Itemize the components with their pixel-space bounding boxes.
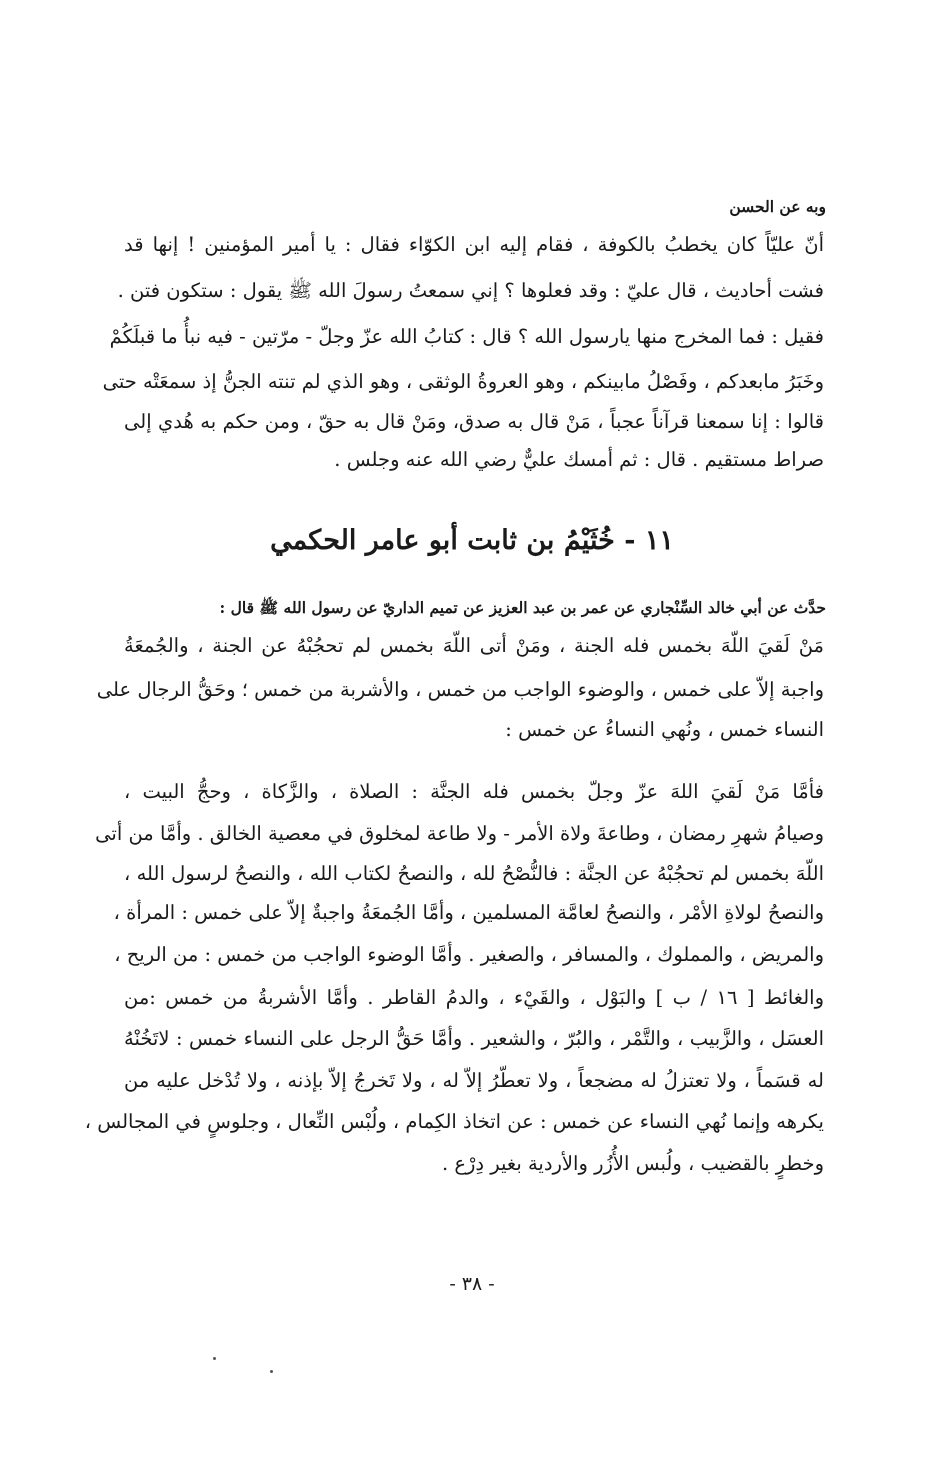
paragraph-line: والمريض ، والمملوك ، والمسافر ، والصغير . وأمَّا الوضوء الواجب من خمس : من الريح ، — [114, 943, 824, 966]
paragraph-line: فشت أحاديث ، قال عليّ : وقد فعلوها ؟ إني سمعتُ رسولَ الله ﷺ يقول : ستكون فتن . — [117, 279, 824, 302]
scan-speck — [270, 1370, 273, 1373]
paragraph-line: والغائط [ ١٦ / ب ] والبَوْل ، والقَيْء ، والدمُ القاطر . وأمَّا الأشربةُ من خمس :من — [124, 986, 824, 1009]
paragraph-line: وخَبَرُ مابعدكم ، وفَصْلُ مابينكم ، وهو العروةُ الوثقى ، وهو الذي لم تنته الجنُّ إذ سمعَتْه حتى — [102, 370, 824, 393]
paragraph-line: يكرهه وإنما نُهي النساء عن خمس : عن اتخاذ الكِمام ، ولُبْس النِّعال ، وجلوسٍ في المجالس ، — [84, 1110, 824, 1133]
scan-speck — [213, 1357, 216, 1360]
paragraph-line: صراط مستقيم . قال : ثم أمسك عليٌّ رضي الله عنه وجلس . — [334, 448, 824, 471]
paragraph-line: أنّ عليّاً كان يخطبُ بالكوفة ، فقام إليه ابن الكوّاء فقال : يا أمير المؤمنين ! إنها قد — [124, 233, 824, 256]
paragraph-line: واجبة إلاّ على خمس ، والوضوء الواجب من خمس ، والأشربة من خمس ؛ وحَقُّ الرجال على — [96, 678, 824, 701]
paragraph-line: وخطرٍ بالقضيب ، ولُبس الأُزُر والأردية بغير دِرْع . — [441, 1152, 824, 1175]
paragraph-line: والنصحُ لولاةِ الأمْر ، والنصحُ لعامَّة المسلمين ، وأمَّا الجُمعَةُ واجبةٌ إلاّ على خمس : المرأة ، — [113, 901, 824, 924]
paragraph-line: فقيل : فما المخرج منها يارسول الله ؟ قال : كتابُ الله عزّ وجلّ - مرّتين - فيه نبأُ ما قبلَكُمْ — [109, 325, 824, 348]
paragraph-line: قالوا : إنا سمعنا قرآناً عجباً ، مَنْ قال به صدق، ومَنْ قال به حقّ ، ومن حكم به هُدي إلى — [124, 410, 824, 433]
paragraph-line: النساء خمس ، ونُهي النساءُ عن خمس : — [505, 718, 824, 741]
paragraph-line: فأمَّا مَنْ لَقيَ اللهَ عزّ وجلّ بخمس فله الجنَّة : الصلاة ، والزَّكاة ، وحجُّ البيت ، — [124, 780, 824, 803]
chapter-heading: ١١ - خُثَيْمُ بن ثابت أبو عامر الحكمي — [270, 525, 674, 556]
chain-intro-2: حدَّث عن أبي خالد السِّنْجاري عن عمر بن عبد العزيز عن تميم الداريّ عن رسول الله ﷺ قال : — [219, 598, 826, 617]
paragraph-line: مَنْ لَقيَ اللّهَ بخمس فله الجنة ، ومَنْ أتى اللّهَ بخمس لم تحجُبْهُ عن الجنة ، والجُمعَةُ — [124, 634, 824, 657]
page-number: - ٣٨ - — [449, 1273, 495, 1295]
chain-intro-1: وبه عن الحسن — [729, 197, 826, 216]
paragraph-line: وصيامُ شهرِ رمضان ، وطاعةَ ولاة الأمر - ولا طاعة لمخلوق في معصية الخالق . وأمَّا من أتى — [95, 822, 824, 845]
paragraph-line: له قسَماً ، ولا تعتزلُ له مضجعاً ، ولا تعطّرُ إلاّ له ، ولا تَخرجُ إلاّ بإذنه ، ولا تُدْخل عليه من — [124, 1069, 824, 1092]
paragraph-line: العسَل ، والزَّبيب ، والتَّمْر ، والبُرّ ، والشعير . وأمَّا حَقُّ الرجل على النساء خمس : لاتَخُنْهُ — [124, 1027, 824, 1050]
paragraph-line: اللّهَ بخمس لم تحجُبْهُ عن الجنَّة : فالنُّصْحُ لله ، والنصحُ لكتاب الله ، والنصحُ لرسول الله ، — [124, 862, 824, 885]
